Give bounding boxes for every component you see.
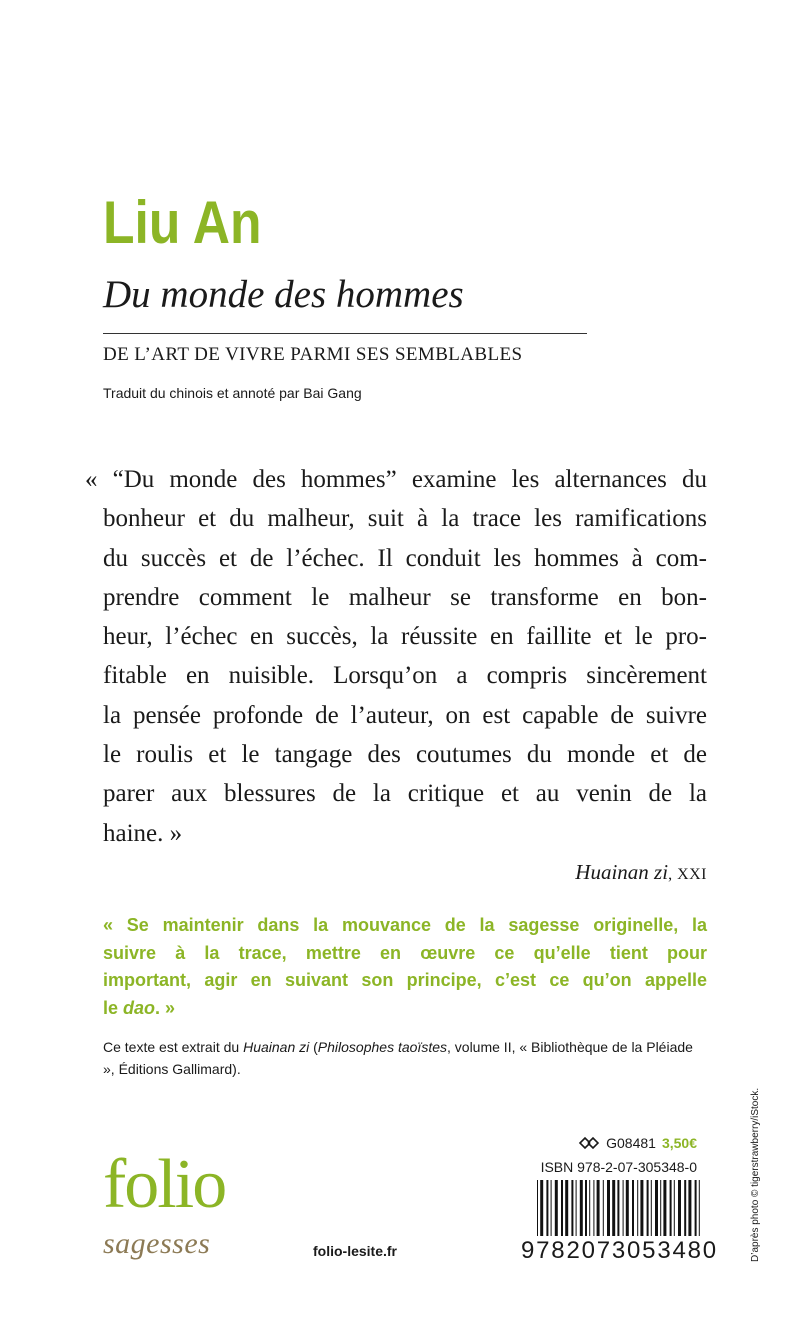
source-rest: , volume II, « Bibliothèque de la Pléiade », Éditions Gallimard). — [103, 1039, 693, 1077]
price-line — [578, 1133, 697, 1153]
source-prefix: Ce texte est extrait du — [103, 1039, 244, 1055]
attribution-chapter: , XXI — [668, 866, 707, 883]
quote-line: parer aux blessures de la critique et au venin de la — [103, 780, 707, 808]
source-collection: Philosophes taoïstes — [317, 1039, 447, 1055]
website: folio-lesite.fr — [313, 1243, 398, 1259]
excerpt-line: important, agir en suivant son principe, c’est ce qu’on appelle — [103, 970, 707, 990]
excerpt-suffix: . » — [155, 997, 176, 1018]
book-subtitle: DE L’ART DE VIVRE PARMI SES SEMBLABLES — [103, 344, 523, 365]
photo-credit: D’après photo © tigerstrawberry/iStock. — [750, 1087, 761, 1262]
product-code: G08481 — [606, 1135, 656, 1151]
quote-line: haine. » — [103, 819, 183, 847]
barcode-digits: 9782073053480 — [521, 1237, 718, 1264]
translator-credit: Traduit du chinois et annoté par Bai Gang — [103, 385, 362, 401]
quote-line: du succès et de l’échec. Il conduit les hommes à com- — [103, 544, 707, 572]
source-work: Huainan zi — [243, 1039, 310, 1055]
quote-attribution — [575, 857, 707, 890]
quote-line: prendre comment le malheur se transforme en bon- — [103, 583, 707, 611]
quote-line: la pensée profonde de l’auteur, on est capable de suivre — [103, 701, 707, 729]
excerpt-line: « Se maintenir dans la mouvance de la sagesse originelle, la — [103, 915, 707, 935]
source-paren: ( — [309, 1039, 318, 1055]
highlighted-excerpt — [103, 912, 707, 1022]
author-name: Liu An — [103, 189, 262, 256]
book-title: Du monde des hommes — [103, 273, 464, 316]
excerpt-line: suivre à la trace, mettre en œuvre ce qu’elle tient pour — [103, 942, 707, 963]
source-note — [103, 1036, 703, 1080]
title-divider — [103, 333, 587, 334]
excerpt-line-last — [103, 995, 707, 1023]
excerpt-prefix: le — [103, 997, 124, 1018]
sagesses-logo: sagesses — [103, 1227, 211, 1260]
category-glyph-icon — [578, 1136, 600, 1150]
price: 3,50€ — [661, 1135, 697, 1151]
excerpt-dao: dao — [123, 997, 156, 1018]
quote-line: heur, l’échec en succès, la réussite en faillite et le pro- — [103, 623, 707, 651]
back-cover-quote — [85, 460, 707, 853]
folio-logo: folio — [103, 1146, 226, 1223]
quote-line: « “Du monde des hommes” examine les alternances du — [85, 466, 707, 493]
attribution-work: Huainan zi — [575, 860, 669, 884]
quote-line: bonheur et du malheur, suit à la trace les ramifications — [103, 505, 707, 533]
quote-line: le roulis et le tangage des coutumes du monde et de — [103, 741, 707, 769]
quote-line: fitable en nuisible. Lorsqu’on a compris sincèrement — [103, 662, 707, 690]
isbn: ISBN 978-2-07-305348-0 — [540, 1159, 697, 1175]
